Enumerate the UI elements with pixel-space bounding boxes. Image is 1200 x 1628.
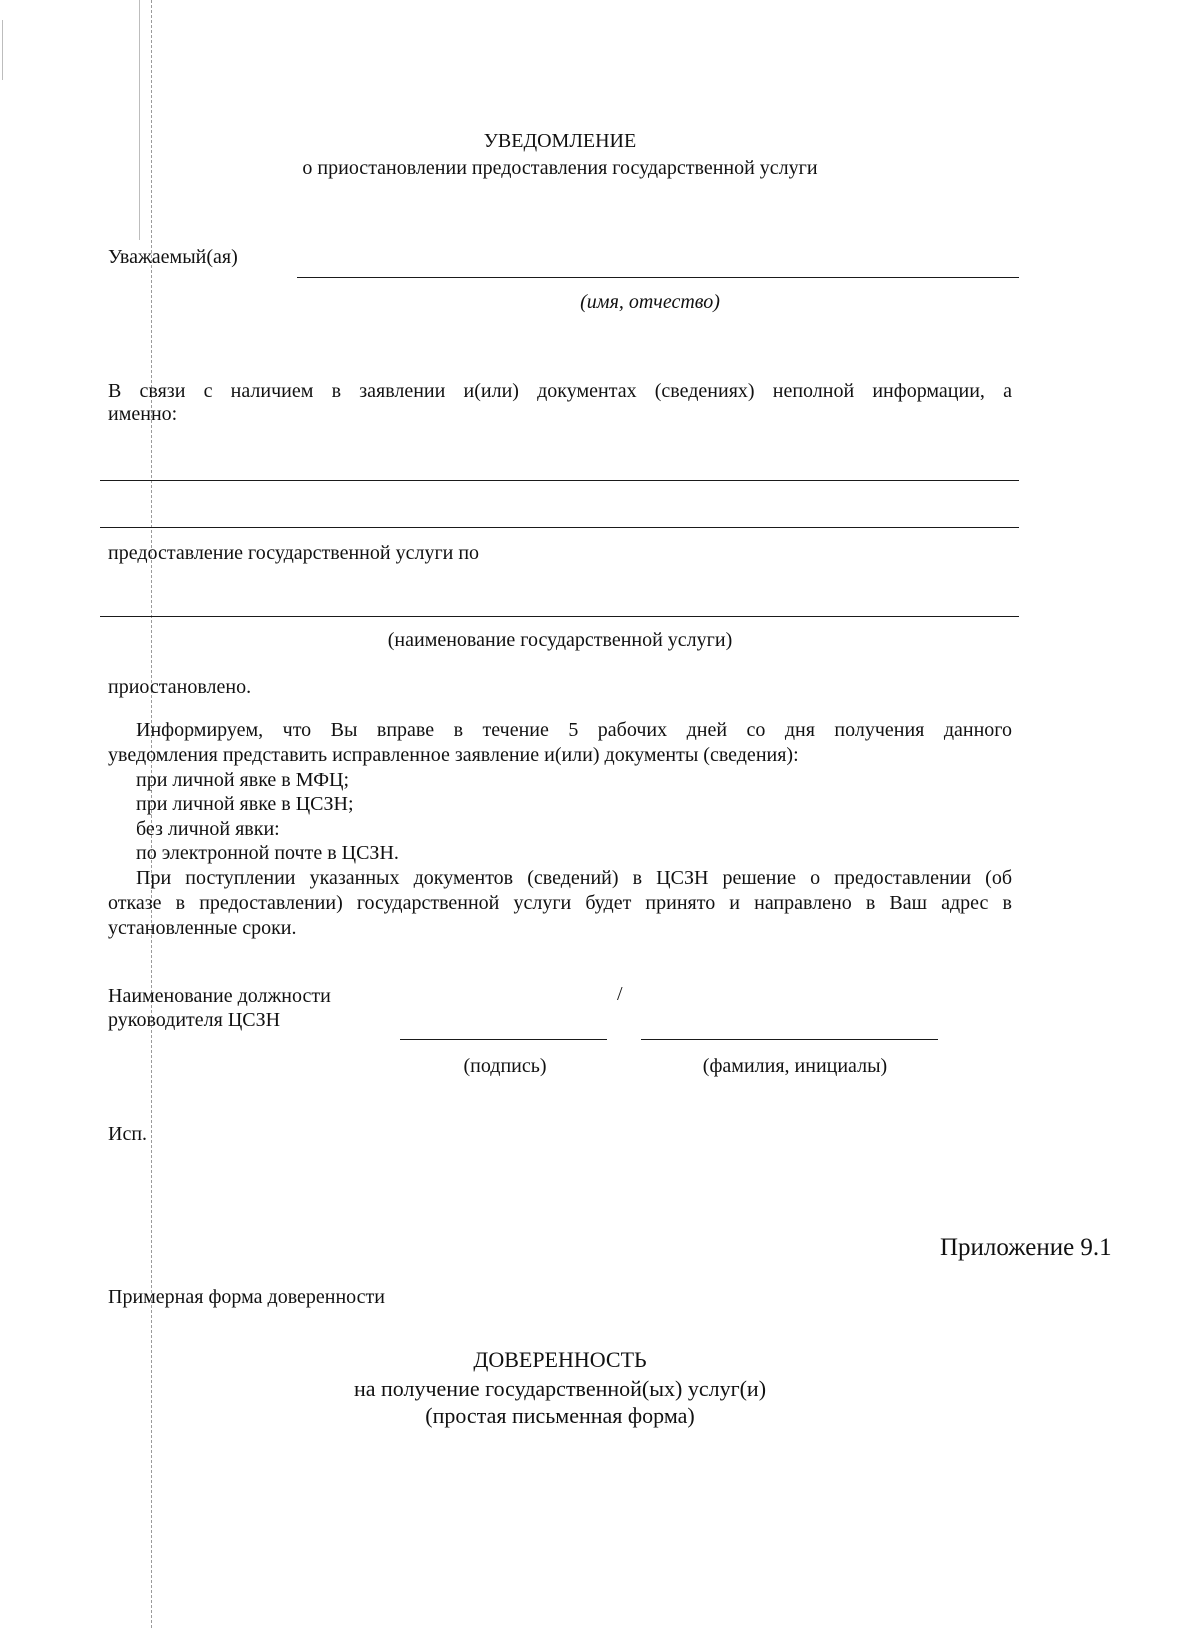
option-item: без личной явки: xyxy=(136,818,280,840)
scan-artifact-line xyxy=(139,0,140,240)
service-field-caption: (наименование государственной услуги) xyxy=(387,629,733,651)
inform-line-2: уведомления представить исправленное заявление и(или) документы (сведения): xyxy=(108,744,799,766)
surname-field-line[interactable] xyxy=(641,1039,938,1040)
reason-field-line-1[interactable] xyxy=(100,480,1019,481)
decision-line-2: отказе в предоставлении) государственной услуги будет принято и направлено в Ваш адрес в xyxy=(108,892,1012,914)
inform-line-1: Информируем, что Вы вправе в течение 5 рабочих дней со дня получения данного xyxy=(136,719,1012,741)
surname-caption: (фамилия, инициалы) xyxy=(702,1055,888,1077)
reason-line-2: именно: xyxy=(108,403,178,425)
position-label-2: руководителя ЦСЗН xyxy=(108,1009,281,1031)
decision-line-3: установленные сроки. xyxy=(108,917,297,939)
position-label-1: Наименование должности xyxy=(108,985,331,1007)
executor-label: Исп. xyxy=(108,1123,148,1145)
attorney-title: ДОВЕРЕННОСТЬ xyxy=(473,1347,647,1372)
sample-form-label: Примерная форма доверенности xyxy=(108,1286,385,1308)
option-item: при личной явке в ЦСЗН; xyxy=(136,793,354,815)
service-field-line[interactable] xyxy=(100,616,1019,617)
reason-line-1: В связи с наличием в заявлении и(или) документах (сведениях) неполной информации, а xyxy=(108,380,1012,402)
notice-subtitle: о приостановлении предоставления государственной услуги xyxy=(302,157,818,179)
signature-caption: (подпись) xyxy=(463,1055,547,1077)
name-field-caption: (имя, отчество) xyxy=(580,291,720,313)
attorney-subtitle-1: на получение государственной(ых) услуг(и) xyxy=(353,1376,767,1401)
decision-line-1: При поступлении указанных документов (сведений) в ЦСЗН решение о предоставлении (об xyxy=(136,867,1012,889)
suspended-text: приостановлено. xyxy=(108,676,252,698)
appendix-label: Приложение 9.1 xyxy=(940,1234,1112,1261)
signature-separator: / xyxy=(617,983,623,1005)
scan-artifact-line xyxy=(2,20,3,80)
notice-title: УВЕДОМЛЕНИЕ xyxy=(483,130,637,152)
signature-field-line[interactable] xyxy=(400,1039,607,1040)
option-item: при личной явке в МФЦ; xyxy=(136,769,350,791)
name-field-line[interactable] xyxy=(297,277,1019,278)
option-item: по электронной почте в ЦСЗН. xyxy=(136,842,399,864)
attorney-subtitle-2: (простая письменная форма) xyxy=(425,1403,695,1428)
service-intro: предоставление государственной услуги по xyxy=(108,542,480,564)
greeting-label: Уважаемый(ая) xyxy=(108,246,238,268)
reason-field-line-2[interactable] xyxy=(100,527,1019,528)
